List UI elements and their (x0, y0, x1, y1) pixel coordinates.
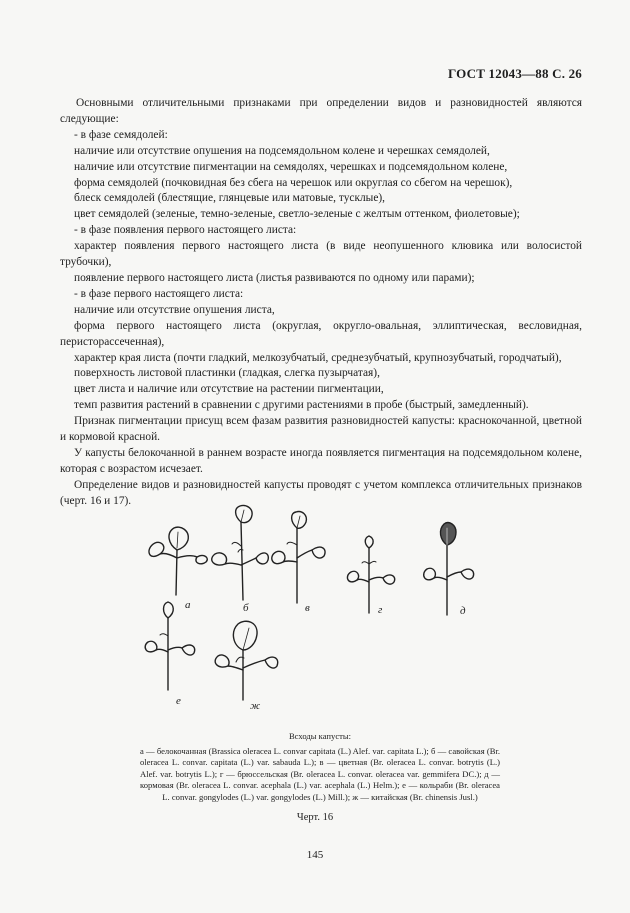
paragraph: наличие или отсутствие пигментации на семядолях, черешках и подсемядольном колене, (74, 160, 508, 173)
label-a: а (185, 599, 191, 611)
seedling-e (145, 602, 195, 690)
paragraph: наличие или отсутствие опушения листа, (74, 303, 275, 316)
paragraph: цвет листа и наличие или отсутствие на растении пигментации, (74, 383, 384, 396)
paragraph: характер появления первого настоящего листа (в виде неопушенного клювика или волосистой трубочки), (60, 240, 582, 269)
paragraph: характер края листа (почти гладкий, мелкозубчатый, среднезубчатый, крупнозубчатый, городчатый), (74, 351, 562, 364)
chart-number: Черт. 16 (296, 812, 334, 823)
seedlings-drawing (0, 500, 630, 725)
paragraph: темп развития растений в сравнении с другими растениями в пробе (быстрый, замедленный). (74, 399, 529, 412)
paragraph: Признак пигментации присущ всем фазам развития разновидностей капусты: краснокочанной, цветной и кормовой красной. (60, 415, 582, 444)
phase-appearance-heading: - в фазе появления первого настоящего листа: (74, 224, 297, 237)
label-zh: ж (250, 700, 261, 712)
paragraph: У капусты белокочанной в раннем возрасте иногда появляется пигментация на подсемядольном колене, которая с возрастом исчезает. (60, 446, 582, 475)
label-v: в (305, 602, 310, 614)
paragraph: форма семядолей (почковидная без сбега на черешок или округлая со сбегом на черешок), (74, 176, 513, 189)
seedling-d (424, 523, 474, 615)
paragraph: форма первого настоящего листа (округлая, округло-овальная, эллиптическая, весловидная, перисторассеченная), (60, 319, 582, 348)
label-e: е (176, 695, 181, 707)
page-number: 145 (306, 849, 324, 861)
phase-first-leaf-heading: - в фазе первого настоящего листа: (74, 287, 244, 300)
label-b: б (243, 602, 249, 614)
paragraph-intro: Основными отличительными признаками при определении видов и разновидностей являются следующие: (60, 97, 582, 125)
caption-title: Всходы капусты: (288, 731, 352, 741)
label-g: г (378, 604, 383, 616)
seedling-v (272, 512, 325, 603)
seedling-g (347, 536, 394, 613)
body-text (60, 96, 582, 510)
seedlings-figure (0, 500, 630, 725)
paragraph: блеск семядолей (блестящие, глянцевые или матовые, тусклые), (74, 192, 386, 205)
paragraph: цвет семядолей (зеленые, темно-зеленые, светло-зеленые с желтым оттенком, фиолетовые); (74, 208, 520, 221)
phase-cotyledons-heading: - в фазе семядолей: (74, 128, 168, 141)
paragraph: появление первого настоящего листа (листья развиваются по одному или парами); (74, 271, 475, 284)
label-d: д (460, 605, 466, 617)
paragraph: наличие или отсутствие опушения на подсемядольном колене и черешках семядолей, (74, 144, 490, 157)
seedling-a (149, 527, 207, 595)
seedling-b (212, 505, 269, 600)
seedling-zh (215, 621, 278, 700)
figure-caption (140, 731, 500, 804)
caption-description: а — белокочанная (Brassica oleracea L. convar capitata (L.) Alef. var. capitata L.); б — савойская (Br. oleracea L. convar. capitata (L.) var. sabauda L.); в — цветная (Br. oleracea L. convar. botrytis (L.) Alef. var. botrytis L.); г — брюссельская (Br. oleracea L. convar. oleracea var. gemmifera DC.); д — кормовая (Br. oleracea L. convar. acephala (L.) var. acephala (L.) Helm.); е — кольраби (Br. oleracea L. convar. gongylodes (L.) var. gongylodes (L.) Mill.); ж — китайская (Br. chinensis Jusl.) (140, 745, 500, 802)
paragraph: поверхность листовой пластинки (гладкая, слегка пузырчатая), (74, 367, 380, 380)
page-header: ГОСТ 12043—88 С. 26 (448, 66, 582, 81)
paragraph: Определение видов и разновидностей капусты проводят с учетом комплекса отличительных признаков (черт. 16 и 17). (60, 478, 582, 507)
